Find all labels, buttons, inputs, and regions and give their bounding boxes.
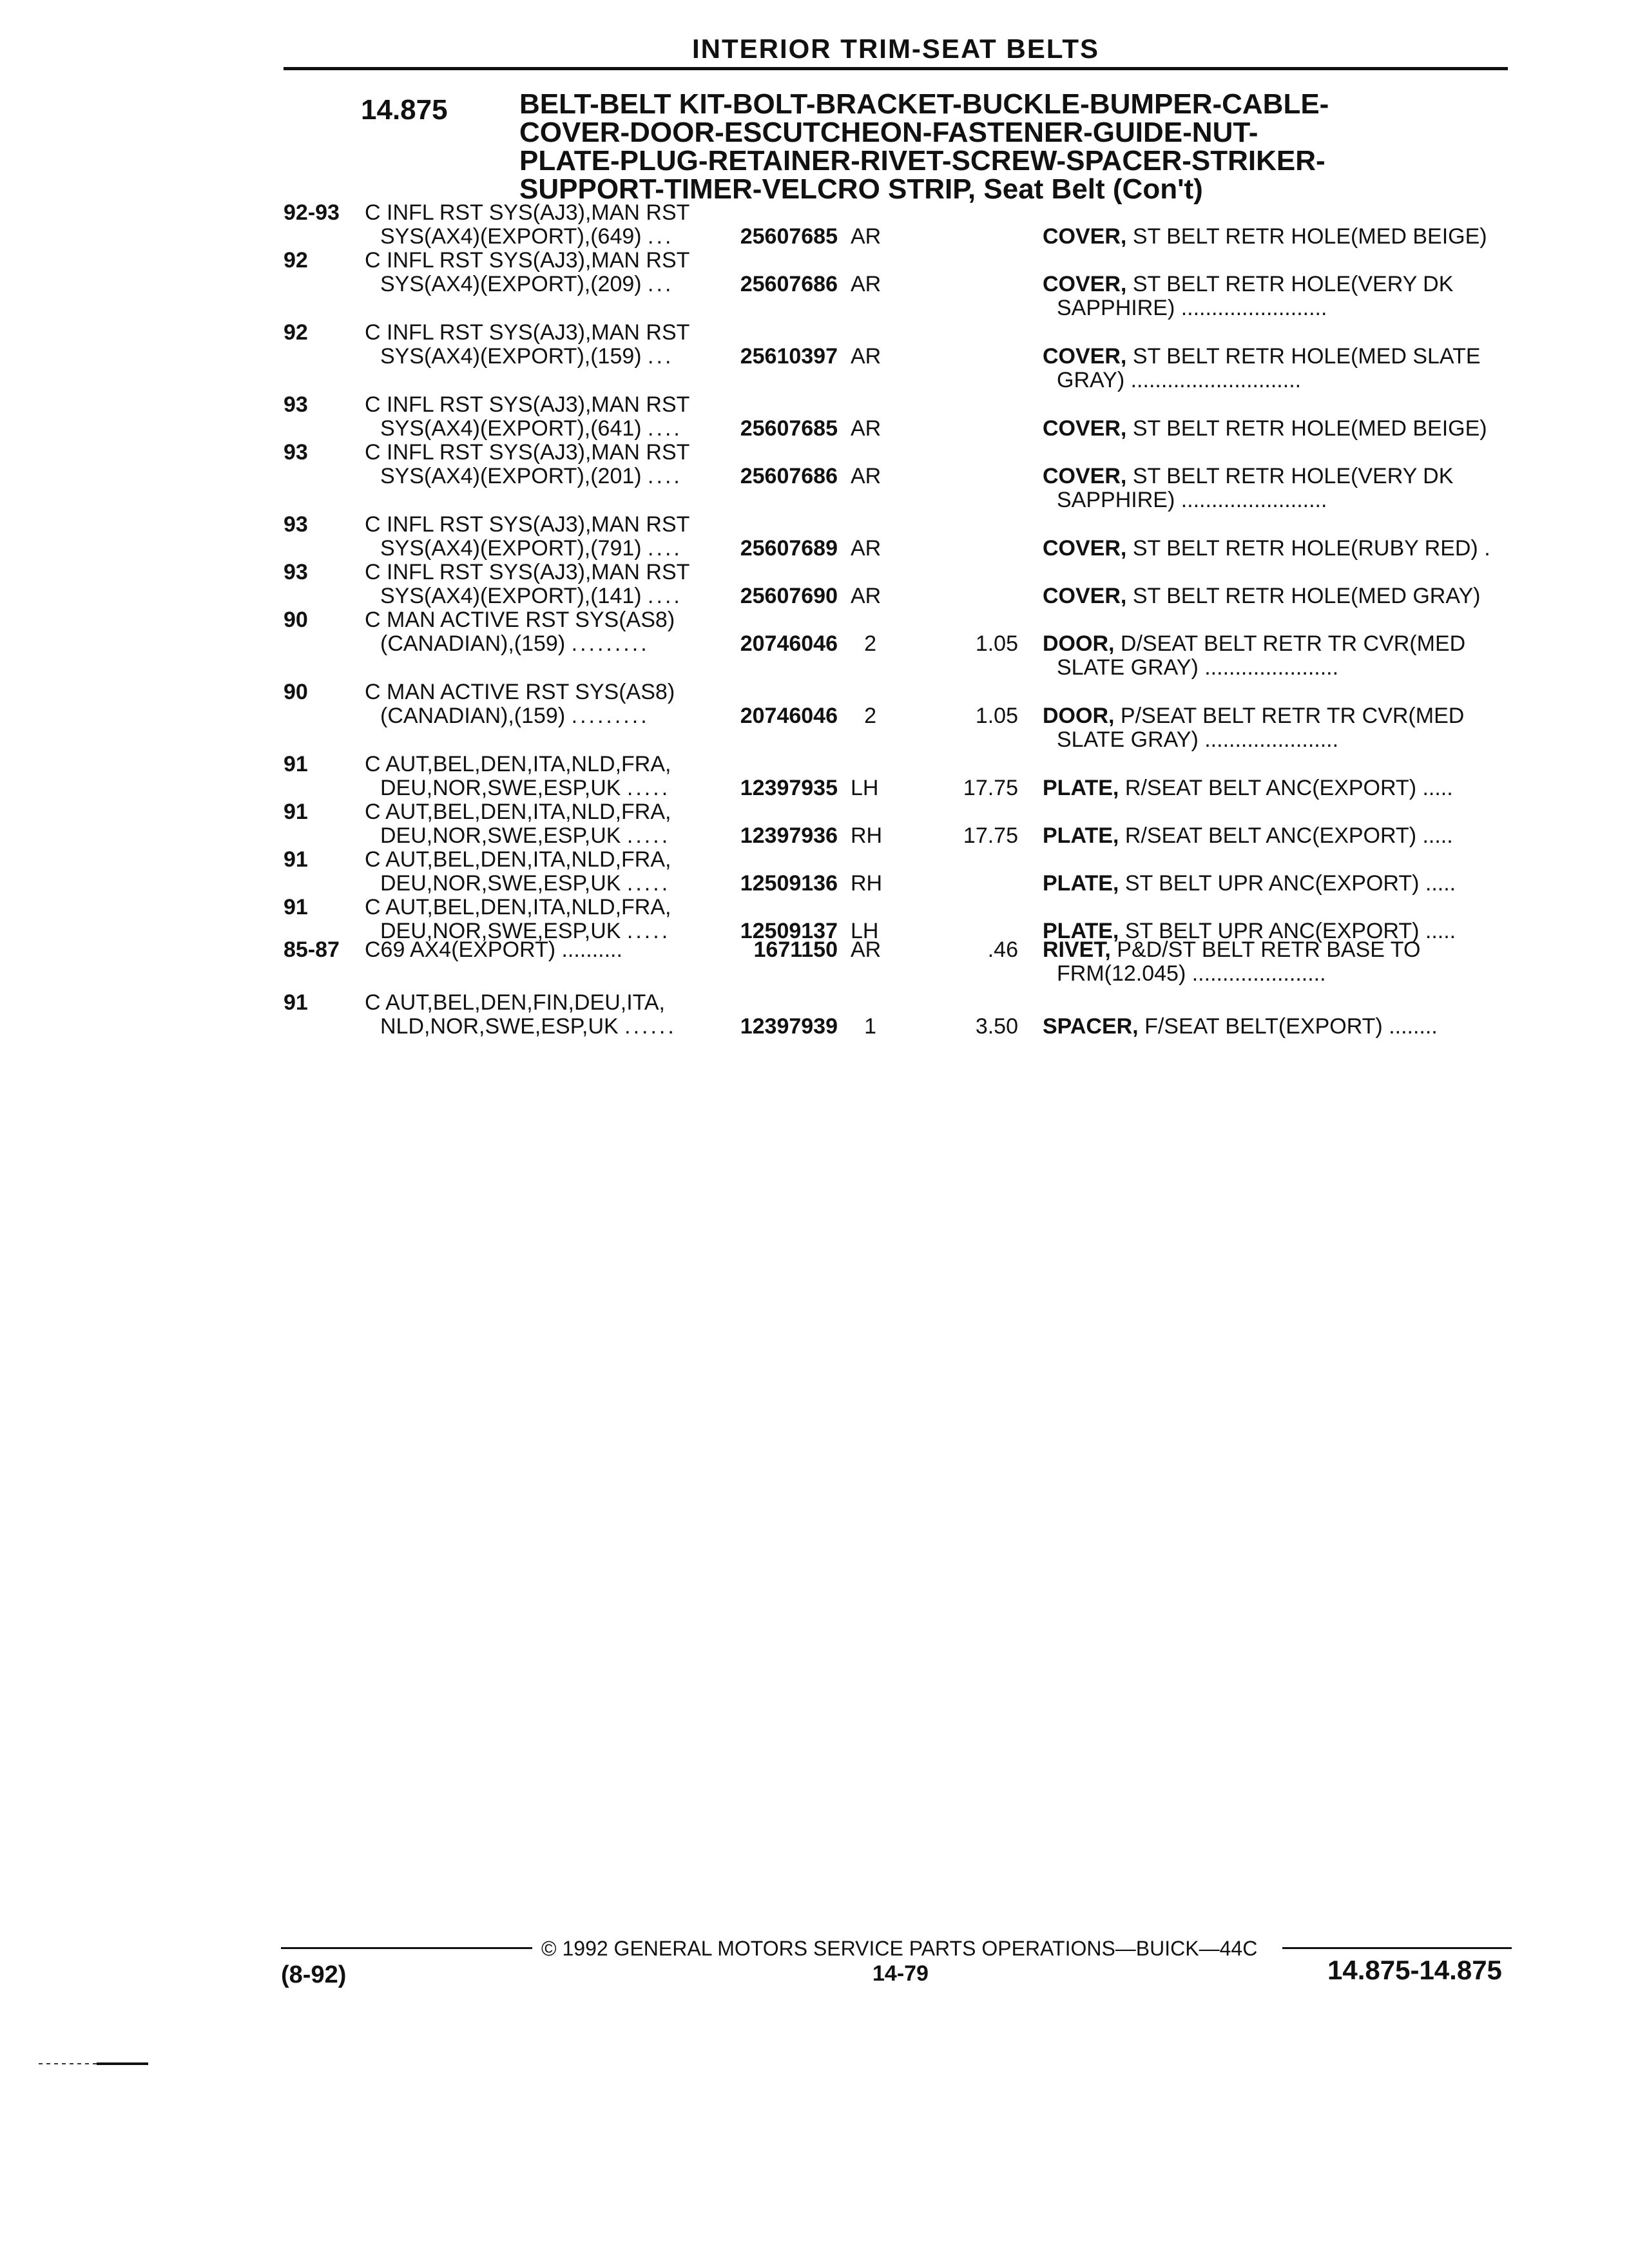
item-description xyxy=(1043,1015,1513,1039)
application-description xyxy=(365,441,713,488)
item-name: DOOR, xyxy=(1043,631,1115,656)
scan-artifact xyxy=(0,2062,155,2066)
model-year: 92 xyxy=(284,320,308,345)
item-description xyxy=(1043,537,1513,561)
application-description xyxy=(365,938,713,962)
part-number: 20746046 xyxy=(740,704,838,728)
item-description xyxy=(1043,776,1513,800)
quantity: AR xyxy=(851,272,882,296)
item-detail: R/SEAT BELT ANC(EXPORT) ..... xyxy=(1124,823,1453,848)
application-description xyxy=(365,848,713,896)
part-number: 25607686 xyxy=(740,272,838,296)
item-name: COVER, xyxy=(1043,584,1127,608)
section-number: 14.875 xyxy=(361,94,448,126)
leader-dots: .... xyxy=(648,536,682,561)
footer-section-range: 14.875-14.875 xyxy=(1327,1955,1502,1985)
item-description xyxy=(1043,824,1513,848)
quantity: LH xyxy=(851,776,879,800)
application-description xyxy=(365,753,713,800)
item-name: COVER, xyxy=(1043,224,1127,249)
part-number: 12397939 xyxy=(740,1014,838,1039)
application-line: C AUT,BEL,DEN,FIN,DEU,ITA, xyxy=(365,990,666,1015)
footer-date: (8-92) xyxy=(281,1961,347,1988)
item-description xyxy=(1043,417,1513,441)
application-text: DEU,NOR,SWE,ESP,UK xyxy=(380,823,621,848)
application-line: C INFL RST SYS(AJ3),MAN RST xyxy=(365,248,690,273)
item-description xyxy=(1043,584,1513,608)
item-description xyxy=(1043,704,1513,752)
item-line: SLATE GRAY) ...................... xyxy=(1057,727,1339,752)
quantity: AR xyxy=(851,937,882,962)
section-title-line: SUPPORT-TIMER-VELCRO STRIP, Seat Belt (Con't) xyxy=(519,173,1203,205)
leader-dots: .... xyxy=(648,464,682,488)
item-name: DOOR, xyxy=(1043,704,1115,728)
item-line: SAPPHIRE) ........................ xyxy=(1057,488,1327,512)
part-number: 25610397 xyxy=(740,344,838,369)
leader-dots: ... xyxy=(648,224,674,249)
application-text: SYS(AX4)(EXPORT),(201) xyxy=(380,464,642,488)
application-line xyxy=(365,632,713,656)
application-line xyxy=(365,704,713,728)
leader-dots: ..... xyxy=(626,776,671,800)
application-line xyxy=(365,584,713,608)
part-number: 25607685 xyxy=(740,416,838,441)
application-line xyxy=(365,1015,713,1039)
application-description xyxy=(365,896,713,943)
item-line xyxy=(1043,938,1513,962)
application-line: C INFL RST SYS(AJ3),MAN RST xyxy=(365,320,690,345)
part-number: 25607686 xyxy=(740,464,838,488)
item-description xyxy=(1043,345,1513,392)
leader-dots: ..... xyxy=(626,823,671,848)
application-text: SYS(AX4)(EXPORT),(141) xyxy=(380,584,642,608)
item-detail: ST BELT RETR HOLE(MED BEIGE) xyxy=(1132,224,1487,249)
leader-dots: ......... xyxy=(571,631,650,656)
item-line xyxy=(1043,273,1513,296)
item-description xyxy=(1043,273,1513,320)
page-header: INTERIOR TRIM-SEAT BELTS xyxy=(691,34,1100,64)
quantity: AR xyxy=(851,344,882,369)
item-line xyxy=(1043,824,1513,848)
part-number: 12509136 xyxy=(740,871,838,896)
item-detail: D/SEAT BELT RETR TR CVR(MED xyxy=(1120,631,1466,656)
application-description xyxy=(365,561,713,608)
leader-dots: .... xyxy=(648,584,682,608)
item-name: SPACER, xyxy=(1043,1014,1139,1039)
application-description xyxy=(365,513,713,561)
model-year: 85-87 xyxy=(284,937,340,962)
item-name: COVER, xyxy=(1043,272,1127,296)
model-year: 91 xyxy=(284,752,308,776)
application-text: (CANADIAN),(159) xyxy=(380,704,566,728)
leader-dots: ...... xyxy=(624,1014,677,1039)
application-line xyxy=(365,225,713,249)
application-line: C MAN ACTIVE RST SYS(AS8) xyxy=(365,680,675,704)
leader-dots: .... xyxy=(648,416,682,441)
item-line xyxy=(1043,872,1513,896)
leader-dots: ... xyxy=(648,344,674,369)
leader-dots: ... xyxy=(648,272,674,296)
item-name: COVER, xyxy=(1043,536,1127,561)
item-description xyxy=(1043,872,1513,896)
quantity: AR xyxy=(851,224,882,249)
quantity: 2 xyxy=(864,704,876,728)
item-line xyxy=(1043,704,1513,728)
model-year: 93 xyxy=(284,512,308,537)
footer-rule-left xyxy=(281,1947,532,1949)
item-name: COVER, xyxy=(1043,464,1127,488)
application-line xyxy=(365,872,713,896)
model-year: 90 xyxy=(284,680,308,704)
quantity: LH xyxy=(851,919,879,943)
application-description xyxy=(365,800,713,848)
model-year: 93 xyxy=(284,440,308,465)
model-year: 93 xyxy=(284,560,308,584)
item-line xyxy=(1043,225,1513,249)
item-name: PLATE, xyxy=(1043,871,1119,896)
application-description xyxy=(365,201,713,249)
part-number: 25607685 xyxy=(740,224,838,249)
application-line xyxy=(365,824,713,848)
application-line: C AUT,BEL,DEN,ITA,NLD,FRA, xyxy=(365,895,671,919)
item-line: SAPPHIRE) ........................ xyxy=(1057,296,1327,320)
item-description xyxy=(1043,225,1513,249)
application-line xyxy=(365,345,713,369)
price: 3.50 xyxy=(975,1014,1018,1039)
section-title xyxy=(519,90,1422,204)
application-line: C INFL RST SYS(AJ3),MAN RST xyxy=(365,200,690,225)
part-number: 20746046 xyxy=(740,631,838,656)
item-detail: ST BELT UPR ANC(EXPORT) ..... xyxy=(1124,871,1456,896)
item-name: COVER, xyxy=(1043,344,1127,369)
item-description xyxy=(1043,465,1513,512)
application-description xyxy=(365,321,713,369)
footer-page-number: 14-79 xyxy=(872,1961,929,1986)
item-name: PLATE, xyxy=(1043,919,1119,943)
price: 1.05 xyxy=(975,631,1018,656)
item-line xyxy=(1043,537,1513,561)
section-title-line: COVER-DOOR-ESCUTCHEON-FASTENER-GUIDE-NUT- xyxy=(519,117,1258,148)
part-number: 25607689 xyxy=(740,536,838,561)
item-detail: F/SEAT BELT(EXPORT) ........ xyxy=(1144,1014,1438,1039)
item-detail: P/SEAT BELT RETR TR CVR(MED xyxy=(1120,704,1465,728)
item-line xyxy=(1043,417,1513,441)
item-line xyxy=(1043,776,1513,800)
price: 1.05 xyxy=(975,704,1018,728)
item-detail: P&D/ST BELT RETR BASE TO xyxy=(1117,937,1421,962)
item-name: COVER, xyxy=(1043,416,1127,441)
model-year: 93 xyxy=(284,392,308,417)
part-number: 12397935 xyxy=(740,776,838,800)
section-title-line: BELT-BELT KIT-BOLT-BRACKET-BUCKLE-BUMPER-CABLE- xyxy=(519,88,1329,120)
application-line xyxy=(365,273,713,296)
application-text: SYS(AX4)(EXPORT),(649) xyxy=(380,224,642,249)
item-detail: ST BELT RETR HOLE(MED BEIGE) xyxy=(1132,416,1487,441)
item-detail: ST BELT RETR HOLE(VERY DK xyxy=(1132,272,1454,296)
item-detail: R/SEAT BELT ANC(EXPORT) ..... xyxy=(1124,776,1453,800)
application-text: SYS(AX4)(EXPORT),(159) xyxy=(380,344,642,369)
model-year: 92 xyxy=(284,248,308,273)
price: 17.75 xyxy=(963,823,1018,848)
item-detail: ST BELT RETR HOLE(MED SLATE xyxy=(1132,344,1481,369)
leader-dots: ..... xyxy=(626,871,671,896)
leader-dots: ..... xyxy=(626,919,671,943)
item-name: PLATE, xyxy=(1043,823,1119,848)
item-line xyxy=(1043,465,1513,488)
quantity: 2 xyxy=(864,631,876,656)
application-line: C INFL RST SYS(AJ3),MAN RST xyxy=(365,440,690,465)
model-year: 91 xyxy=(284,990,308,1015)
model-year: 91 xyxy=(284,895,308,919)
application-line: C INFL RST SYS(AJ3),MAN RST xyxy=(365,512,690,537)
part-number: 12509137 xyxy=(740,919,838,943)
application-line: C MAN ACTIVE RST SYS(AS8) xyxy=(365,608,675,632)
leader-dots: ......... xyxy=(571,704,650,728)
application-line: C AUT,BEL,DEN,ITA,NLD,FRA, xyxy=(365,847,671,872)
application-text: (CANADIAN),(159) xyxy=(380,631,566,656)
quantity: AR xyxy=(851,464,882,488)
model-year: 91 xyxy=(284,800,308,824)
price: 17.75 xyxy=(963,776,1018,800)
item-description xyxy=(1043,938,1513,986)
quantity: AR xyxy=(851,536,882,561)
quantity: 1 xyxy=(864,1014,876,1039)
part-number: 12397936 xyxy=(740,823,838,848)
model-year: 91 xyxy=(284,847,308,872)
price: .46 xyxy=(987,937,1018,962)
application-description xyxy=(365,608,713,656)
footer-copyright: © 1992 GENERAL MOTORS SERVICE PARTS OPERATIONS—BUICK—44C xyxy=(541,1937,1258,1960)
quantity: AR xyxy=(851,584,882,608)
item-line xyxy=(1043,345,1513,369)
part-number: 25607690 xyxy=(740,584,838,608)
item-description xyxy=(1043,632,1513,680)
application-text: NLD,NOR,SWE,ESP,UK xyxy=(380,1014,619,1039)
model-year: 90 xyxy=(284,608,308,632)
application-text: SYS(AX4)(EXPORT),(641) xyxy=(380,416,642,441)
item-detail: ST BELT RETR HOLE(VERY DK xyxy=(1132,464,1454,488)
application-line: C AUT,BEL,DEN,ITA,NLD,FRA, xyxy=(365,800,671,824)
application-text: SYS(AX4)(EXPORT),(791) xyxy=(380,536,642,561)
item-line xyxy=(1043,1015,1513,1039)
application-description xyxy=(365,393,713,441)
item-line: SLATE GRAY) ...................... xyxy=(1057,655,1339,680)
application-line: C AUT,BEL,DEN,ITA,NLD,FRA, xyxy=(365,752,671,776)
item-line xyxy=(1043,584,1513,608)
application-line: C INFL RST SYS(AJ3),MAN RST xyxy=(365,560,690,584)
header-rule xyxy=(284,67,1508,70)
item-line: GRAY) ............................ xyxy=(1057,368,1302,392)
quantity: RH xyxy=(851,871,883,896)
application-line xyxy=(365,537,713,561)
quantity: AR xyxy=(851,416,882,441)
application-description xyxy=(365,680,713,728)
application-text: DEU,NOR,SWE,ESP,UK xyxy=(380,871,621,896)
part-number: 1671150 xyxy=(753,937,838,962)
model-year: 92-93 xyxy=(284,200,340,225)
application-line: C69 AX4(EXPORT) .......... xyxy=(365,937,622,962)
item-line: FRM(12.045) ...................... xyxy=(1057,961,1326,986)
item-name: RIVET, xyxy=(1043,937,1111,962)
application-line: C INFL RST SYS(AJ3),MAN RST xyxy=(365,392,690,417)
quantity: RH xyxy=(851,823,883,848)
application-description xyxy=(365,249,713,296)
application-description xyxy=(365,991,713,1039)
application-text: DEU,NOR,SWE,ESP,UK xyxy=(380,776,621,800)
application-text: DEU,NOR,SWE,ESP,UK xyxy=(380,919,621,943)
item-detail: ST BELT RETR HOLE(MED GRAY) xyxy=(1132,584,1481,608)
item-line xyxy=(1043,632,1513,656)
application-line xyxy=(365,417,713,441)
section-title-line: PLATE-PLUG-RETAINER-RIVET-SCREW-SPACER-STRIKER- xyxy=(519,145,1325,177)
item-detail: ST BELT RETR HOLE(RUBY RED) . xyxy=(1132,536,1490,561)
application-text: SYS(AX4)(EXPORT),(209) xyxy=(380,272,642,296)
item-name: PLATE, xyxy=(1043,776,1119,800)
application-line xyxy=(365,776,713,800)
item-detail: ST BELT UPR ANC(EXPORT) ..... xyxy=(1124,919,1456,943)
footer-rule-right xyxy=(1282,1947,1512,1949)
application-line xyxy=(365,465,713,488)
